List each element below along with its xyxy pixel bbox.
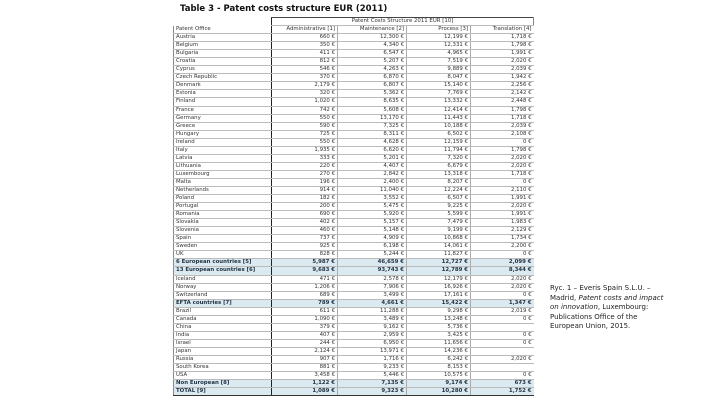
cost-cell: 2,200 € bbox=[471, 243, 534, 251]
cost-cell: 2,039 € bbox=[471, 122, 534, 130]
table-row bbox=[174, 90, 534, 98]
table-row bbox=[174, 195, 534, 203]
cost-cell: 1,090 € bbox=[272, 315, 338, 323]
cost-cell: 725 € bbox=[272, 130, 338, 138]
cost-cell: 1,716 € bbox=[338, 355, 407, 363]
table-row bbox=[174, 291, 534, 299]
cost-cell: 2,020 € bbox=[471, 162, 534, 170]
cost-cell: 11,794 € bbox=[407, 146, 471, 154]
table-row bbox=[174, 243, 534, 251]
cost-cell: 9,162 € bbox=[338, 323, 407, 331]
patent-office-cell: Slovenia bbox=[174, 227, 272, 235]
column-header: Translation [4] bbox=[471, 26, 534, 34]
cost-cell: 2,020 € bbox=[471, 203, 534, 211]
cost-cell: 673 € bbox=[471, 380, 534, 388]
table-row bbox=[174, 331, 534, 339]
cost-cell: 6,620 € bbox=[338, 146, 407, 154]
patent-office-cell: Czech Republic bbox=[174, 74, 272, 82]
cost-cell: 1,122 € bbox=[272, 380, 338, 388]
cost-cell: 5,599 € bbox=[407, 211, 471, 219]
cost-cell: 2,020 € bbox=[471, 275, 534, 283]
cost-cell: 3,552 € bbox=[338, 195, 407, 203]
cost-cell: 1,718 € bbox=[471, 34, 534, 42]
cost-cell: 5,157 € bbox=[338, 219, 407, 227]
summary-row bbox=[174, 380, 534, 388]
cost-cell: 12,224 € bbox=[407, 186, 471, 194]
patent-office-cell: Latvia bbox=[174, 154, 272, 162]
table-row bbox=[174, 364, 534, 372]
patent-office-cell: 6 European countries [5] bbox=[174, 259, 272, 267]
cost-cell: 9,199 € bbox=[407, 227, 471, 235]
cost-cell bbox=[471, 323, 534, 331]
table-row bbox=[174, 42, 534, 50]
cost-cell: 2,020 € bbox=[471, 283, 534, 291]
cost-cell: 12,789 € bbox=[407, 267, 471, 275]
table-row bbox=[174, 347, 534, 355]
patent-office-cell: Germany bbox=[174, 114, 272, 122]
cost-cell: 4,965 € bbox=[407, 50, 471, 58]
patent-office-cell: Poland bbox=[174, 195, 272, 203]
cost-cell: 7,479 € bbox=[407, 219, 471, 227]
patent-office-cell: Norway bbox=[174, 283, 272, 291]
cost-cell: 12,727 € bbox=[407, 259, 471, 267]
cost-cell: 8,344 € bbox=[471, 267, 534, 275]
patent-office-cell: China bbox=[174, 323, 272, 331]
cost-cell: 2,179 € bbox=[272, 82, 338, 90]
cost-cell: 546 € bbox=[272, 66, 338, 74]
cost-cell: 1,206 € bbox=[272, 283, 338, 291]
cost-cell: 0 € bbox=[471, 291, 534, 299]
table-row bbox=[174, 130, 534, 138]
cost-cell: 10,575 € bbox=[407, 372, 471, 380]
cost-cell: 9,323 € bbox=[338, 388, 407, 396]
table-row bbox=[174, 114, 534, 122]
table-row bbox=[174, 106, 534, 114]
table-row bbox=[174, 122, 534, 130]
cost-cell: 7,769 € bbox=[407, 90, 471, 98]
cost-cell: 6,950 € bbox=[338, 339, 407, 347]
cost-cell: 13,318 € bbox=[407, 170, 471, 178]
cost-cell: 590 € bbox=[272, 122, 338, 130]
cost-cell: 2,142 € bbox=[471, 90, 534, 98]
cost-cell: 5,736 € bbox=[407, 323, 471, 331]
cost-cell: 4,909 € bbox=[338, 235, 407, 243]
table-row bbox=[174, 211, 534, 219]
cost-cell: 2,108 € bbox=[471, 130, 534, 138]
cost-cell: 550 € bbox=[272, 114, 338, 122]
cost-cell: 270 € bbox=[272, 170, 338, 178]
cost-cell: 16,926 € bbox=[407, 283, 471, 291]
cost-cell: 812 € bbox=[272, 58, 338, 66]
cost-cell: 12,199 € bbox=[407, 34, 471, 42]
cost-cell: 3,499 € bbox=[338, 291, 407, 299]
cost-cell: 12,414 € bbox=[407, 106, 471, 114]
cost-cell: 7,135 € bbox=[338, 380, 407, 388]
table-row bbox=[174, 227, 534, 235]
group-header: Patent Costs Structure 2011 EUR [10] bbox=[272, 18, 534, 26]
column-header: Maintenance [2] bbox=[338, 26, 407, 34]
cost-cell: 1,942 € bbox=[471, 74, 534, 82]
cost-cell: 6,502 € bbox=[407, 130, 471, 138]
cost-cell: 12,159 € bbox=[407, 138, 471, 146]
cost-cell: 370 € bbox=[272, 74, 338, 82]
cost-cell: 6,870 € bbox=[338, 74, 407, 82]
cost-cell: 8,635 € bbox=[338, 98, 407, 106]
cost-cell: 5,475 € bbox=[338, 203, 407, 211]
table-row bbox=[174, 50, 534, 58]
cost-cell: 1,983 € bbox=[471, 219, 534, 227]
cost-cell: 5,244 € bbox=[338, 251, 407, 259]
patent-office-cell: Malta bbox=[174, 178, 272, 186]
cost-cell: 13,971 € bbox=[338, 347, 407, 355]
cost-cell: 1,798 € bbox=[471, 42, 534, 50]
cost-cell: 9,233 € bbox=[338, 364, 407, 372]
cost-cell: 2,256 € bbox=[471, 82, 534, 90]
cost-cell: 737 € bbox=[272, 235, 338, 243]
table-row bbox=[174, 219, 534, 227]
cost-cell: 1,935 € bbox=[272, 146, 338, 154]
cost-cell: 4,628 € bbox=[338, 138, 407, 146]
figure-caption bbox=[550, 284, 670, 332]
cost-cell: 742 € bbox=[272, 106, 338, 114]
table-row bbox=[174, 275, 534, 283]
patent-office-cell: Canada bbox=[174, 315, 272, 323]
table-row bbox=[174, 323, 534, 331]
cost-cell: 1,347 € bbox=[471, 299, 534, 307]
cost-cell: 3,489 € bbox=[338, 315, 407, 323]
patent-office-cell: Greece bbox=[174, 122, 272, 130]
patent-office-cell: Estonia bbox=[174, 90, 272, 98]
table-row bbox=[174, 170, 534, 178]
cost-cell: 2,019 € bbox=[471, 307, 534, 315]
table-row bbox=[174, 58, 534, 66]
cost-cell: 12,331 € bbox=[407, 42, 471, 50]
cost-cell: 15,422 € bbox=[407, 299, 471, 307]
cost-cell: 200 € bbox=[272, 203, 338, 211]
cost-cell: 2,099 € bbox=[471, 259, 534, 267]
header-blank bbox=[174, 18, 272, 26]
cost-cell: 1,798 € bbox=[471, 146, 534, 154]
cost-cell: 3,458 € bbox=[272, 372, 338, 380]
patent-office-cell: Russia bbox=[174, 355, 272, 363]
cost-cell: 2,959 € bbox=[338, 331, 407, 339]
cost-cell: 9,889 € bbox=[407, 66, 471, 74]
patent-office-cell: Slovakia bbox=[174, 219, 272, 227]
table-row bbox=[174, 355, 534, 363]
patent-office-cell: Cyprus bbox=[174, 66, 272, 74]
table-row bbox=[174, 235, 534, 243]
cost-cell: 914 € bbox=[272, 186, 338, 194]
cost-cell: 1,734 € bbox=[471, 235, 534, 243]
cost-cell: 9,683 € bbox=[272, 267, 338, 275]
cost-cell: 93,743 € bbox=[338, 267, 407, 275]
patent-office-cell: Switzerland bbox=[174, 291, 272, 299]
patent-office-cell: Denmark bbox=[174, 82, 272, 90]
table-title: Table 3 - Patent costs structure EUR (2011) bbox=[180, 4, 388, 14]
cost-cell: 2,020 € bbox=[471, 58, 534, 66]
cost-cell: 0 € bbox=[471, 339, 534, 347]
table-row bbox=[174, 339, 534, 347]
cost-cell: 0 € bbox=[471, 138, 534, 146]
patent-office-cell: France bbox=[174, 106, 272, 114]
cost-cell: 8,047 € bbox=[407, 74, 471, 82]
cost-cell: 0 € bbox=[471, 251, 534, 259]
cost-cell: 407 € bbox=[272, 331, 338, 339]
table-row bbox=[174, 162, 534, 170]
column-header: Process [3] bbox=[407, 26, 471, 34]
cost-cell: 333 € bbox=[272, 154, 338, 162]
cost-cell: 10,188 € bbox=[407, 122, 471, 130]
cost-cell: 9,225 € bbox=[407, 203, 471, 211]
table-row bbox=[174, 66, 534, 74]
cost-cell: 14,236 € bbox=[407, 347, 471, 355]
cost-cell: 828 € bbox=[272, 251, 338, 259]
patent-office-cell: USA bbox=[174, 372, 272, 380]
cost-cell: 14,061 € bbox=[407, 243, 471, 251]
cost-cell: 10,280 € bbox=[407, 388, 471, 396]
cost-cell: 460 € bbox=[272, 227, 338, 235]
patent-costs-table bbox=[173, 17, 534, 396]
cost-cell: 1,991 € bbox=[471, 195, 534, 203]
cost-cell bbox=[471, 347, 534, 355]
patent-office-cell: Hungary bbox=[174, 130, 272, 138]
patent-office-cell: Austria bbox=[174, 34, 272, 42]
table-row bbox=[174, 34, 534, 42]
summary-row bbox=[174, 388, 534, 396]
patent-office-cell: Finland bbox=[174, 98, 272, 106]
patent-office-cell: Japan bbox=[174, 347, 272, 355]
cost-cell: 550 € bbox=[272, 138, 338, 146]
patent-office-cell: Romania bbox=[174, 211, 272, 219]
cost-cell: 0 € bbox=[471, 372, 534, 380]
cost-cell: 2,110 € bbox=[471, 186, 534, 194]
cost-cell: 6,198 € bbox=[338, 243, 407, 251]
cost-cell: 5,920 € bbox=[338, 211, 407, 219]
cost-cell: 13,332 € bbox=[407, 98, 471, 106]
cost-cell: 8,153 € bbox=[407, 364, 471, 372]
summary-row bbox=[174, 299, 534, 307]
cost-cell: 4,661 € bbox=[338, 299, 407, 307]
cost-cell: 13,170 € bbox=[338, 114, 407, 122]
cost-cell: 1,991 € bbox=[471, 211, 534, 219]
cost-cell: 9,298 € bbox=[407, 307, 471, 315]
cost-cell: 4,263 € bbox=[338, 66, 407, 74]
table-row bbox=[174, 283, 534, 291]
cost-cell: 7,906 € bbox=[338, 283, 407, 291]
cost-cell: 379 € bbox=[272, 323, 338, 331]
cost-cell: 6,679 € bbox=[407, 162, 471, 170]
caption-source: Ryc. 1 – Everis Spain S.L.U. – Madrid, bbox=[550, 284, 651, 302]
cost-cell: 690 € bbox=[272, 211, 338, 219]
cost-cell: 11,040 € bbox=[338, 186, 407, 194]
cost-cell: 4,407 € bbox=[338, 162, 407, 170]
patent-office-cell: Lithuania bbox=[174, 162, 272, 170]
patent-office-cell: Non European [8] bbox=[174, 380, 272, 388]
cost-cell: 5,207 € bbox=[338, 58, 407, 66]
table-row bbox=[174, 178, 534, 186]
cost-cell: 11,288 € bbox=[338, 307, 407, 315]
cost-cell: 4,340 € bbox=[338, 42, 407, 50]
column-header: Administrative [1] bbox=[272, 26, 338, 34]
patent-office-cell: Portugal bbox=[174, 203, 272, 211]
patent-office-cell: Israel bbox=[174, 339, 272, 347]
cost-cell: 2,039 € bbox=[471, 66, 534, 74]
cost-cell: 11,827 € bbox=[407, 251, 471, 259]
cost-cell: 5,362 € bbox=[338, 90, 407, 98]
table-row bbox=[174, 186, 534, 194]
cost-cell: 1,020 € bbox=[272, 98, 338, 106]
cost-cell: 3,425 € bbox=[407, 331, 471, 339]
cost-cell: 196 € bbox=[272, 178, 338, 186]
patent-office-cell: Netherlands bbox=[174, 186, 272, 194]
cost-cell: 7,519 € bbox=[407, 58, 471, 66]
cost-cell: 12,179 € bbox=[407, 275, 471, 283]
cost-cell: 8,311 € bbox=[338, 130, 407, 138]
cost-cell: 411 € bbox=[272, 50, 338, 58]
patent-office-cell: Italy bbox=[174, 146, 272, 154]
cost-cell: 320 € bbox=[272, 90, 338, 98]
cost-cell: 2,578 € bbox=[338, 275, 407, 283]
caption-publisher: , Luxembourg: Publications Office of the European Union, 2015. bbox=[550, 303, 649, 330]
patent-office-cell: 13 European countries [6] bbox=[174, 267, 272, 275]
patent-office-cell: Brazil bbox=[174, 307, 272, 315]
cost-cell: 17,161 € bbox=[407, 291, 471, 299]
cost-cell: 11,443 € bbox=[407, 114, 471, 122]
cost-cell: 7,325 € bbox=[338, 122, 407, 130]
patent-office-cell: EFTA countries [7] bbox=[174, 299, 272, 307]
patent-office-cell: South Korea bbox=[174, 364, 272, 372]
cost-cell: 2,400 € bbox=[338, 178, 407, 186]
cost-cell: 7,320 € bbox=[407, 154, 471, 162]
cost-cell: 1,798 € bbox=[471, 106, 534, 114]
cost-cell: 907 € bbox=[272, 355, 338, 363]
cost-cell: 15,140 € bbox=[407, 82, 471, 90]
table-row bbox=[174, 138, 534, 146]
table-row bbox=[174, 372, 534, 380]
cost-cell: 660 € bbox=[272, 34, 338, 42]
table-row bbox=[174, 307, 534, 315]
cost-cell: 2,020 € bbox=[471, 355, 534, 363]
cost-cell: 402 € bbox=[272, 219, 338, 227]
summary-row bbox=[174, 267, 534, 275]
cost-cell: 789 € bbox=[272, 299, 338, 307]
cost-cell: 8,207 € bbox=[407, 178, 471, 186]
cost-cell: 1,718 € bbox=[471, 114, 534, 122]
patent-office-cell: UK bbox=[174, 251, 272, 259]
cost-cell: 1,752 € bbox=[471, 388, 534, 396]
patent-office-cell: Ireland bbox=[174, 138, 272, 146]
patent-office-cell: Belgium bbox=[174, 42, 272, 50]
cost-cell: 0 € bbox=[471, 331, 534, 339]
cost-cell: 5,148 € bbox=[338, 227, 407, 235]
cost-cell: 5,987 € bbox=[272, 259, 338, 267]
cost-cell bbox=[471, 364, 534, 372]
cost-cell: 12,300 € bbox=[338, 34, 407, 42]
cost-cell: 2,124 € bbox=[272, 347, 338, 355]
cost-cell: 6,547 € bbox=[338, 50, 407, 58]
cost-cell: 46,659 € bbox=[338, 259, 407, 267]
cost-cell: 611 € bbox=[272, 307, 338, 315]
patent-office-cell: Sweden bbox=[174, 243, 272, 251]
column-header: Patent Office bbox=[174, 26, 272, 34]
table-row bbox=[174, 74, 534, 82]
table-row bbox=[174, 154, 534, 162]
table-row bbox=[174, 203, 534, 211]
cost-cell: 1,991 € bbox=[471, 50, 534, 58]
cost-cell: 6,507 € bbox=[407, 195, 471, 203]
cost-cell: 2,448 € bbox=[471, 98, 534, 106]
cost-cell: 689 € bbox=[272, 291, 338, 299]
cost-cell: 0 € bbox=[471, 315, 534, 323]
patent-office-cell: Spain bbox=[174, 235, 272, 243]
cost-cell: 11,656 € bbox=[407, 339, 471, 347]
cost-cell: 350 € bbox=[272, 42, 338, 50]
cost-cell: 182 € bbox=[272, 195, 338, 203]
cost-cell: 6,242 € bbox=[407, 355, 471, 363]
table-row bbox=[174, 98, 534, 106]
cost-cell: 13,248 € bbox=[407, 315, 471, 323]
caption-title: Patent costs and impact on innovation bbox=[550, 293, 664, 311]
patent-office-cell: Croatia bbox=[174, 58, 272, 66]
cost-cell: 925 € bbox=[272, 243, 338, 251]
table-row bbox=[174, 146, 534, 154]
cost-cell: 2,020 € bbox=[471, 154, 534, 162]
patent-office-cell: India bbox=[174, 331, 272, 339]
cost-cell: 881 € bbox=[272, 364, 338, 372]
cost-cell: 220 € bbox=[272, 162, 338, 170]
cost-cell: 5,608 € bbox=[338, 106, 407, 114]
patent-office-cell: TOTAL [9] bbox=[174, 388, 272, 396]
cost-cell: 9,174 € bbox=[407, 380, 471, 388]
table-row bbox=[174, 315, 534, 323]
patent-office-cell: Iceland bbox=[174, 275, 272, 283]
patent-office-cell: Luxembourg bbox=[174, 170, 272, 178]
cost-cell: 5,201 € bbox=[338, 154, 407, 162]
cost-cell: 0 € bbox=[471, 178, 534, 186]
cost-cell: 1,718 € bbox=[471, 170, 534, 178]
cost-cell: 10,868 € bbox=[407, 235, 471, 243]
cost-cell: 5,446 € bbox=[338, 372, 407, 380]
patent-office-cell: Bulgaria bbox=[174, 50, 272, 58]
cost-cell: 471 € bbox=[272, 275, 338, 283]
summary-row bbox=[174, 259, 534, 267]
cost-cell: 6,807 € bbox=[338, 82, 407, 90]
cost-cell: 2,842 € bbox=[338, 170, 407, 178]
cost-cell: 244 € bbox=[272, 339, 338, 347]
table-row bbox=[174, 82, 534, 90]
cost-cell: 2,129 € bbox=[471, 227, 534, 235]
table-row bbox=[174, 251, 534, 259]
cost-cell: 1,089 € bbox=[272, 388, 338, 396]
